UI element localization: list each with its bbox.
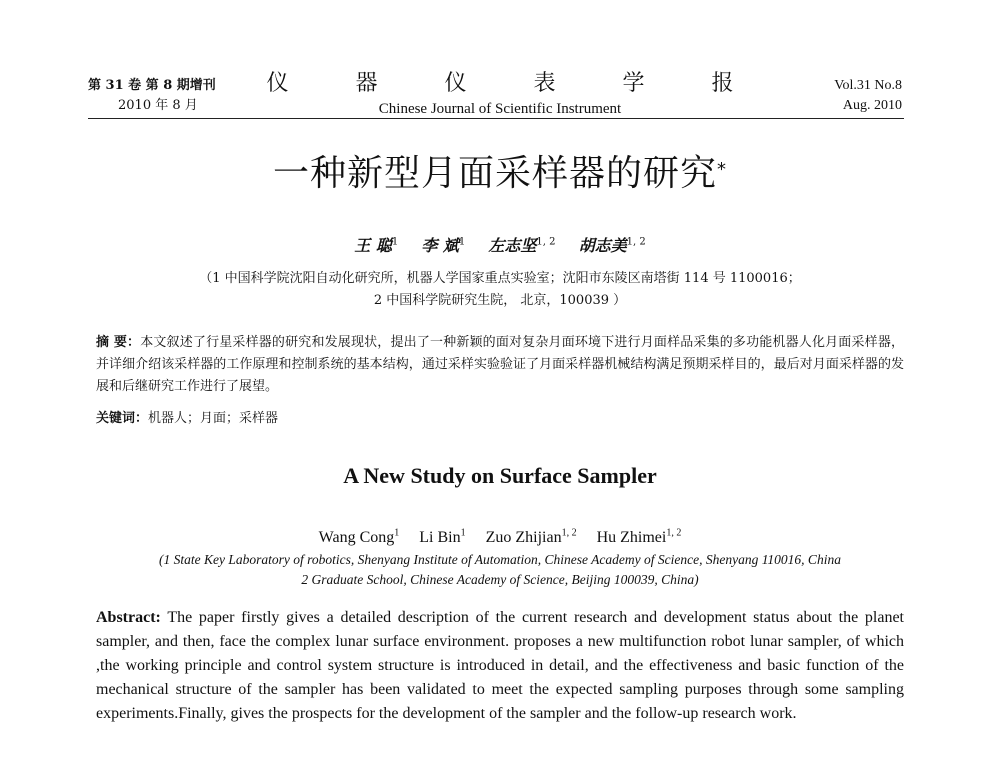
author-en: Zuo Zhijian$^{1, 2}$ [485,528,577,547]
paper-title-cn [0,152,1000,196]
date-cn: 2010 年 8 月 [118,98,198,113]
author-cn: 左志坚$^{1, 2}$ [488,236,556,256]
author-en: Hu Zhimei$^{1, 2}$ [596,528,682,547]
author-en: Wang Cong$^1$ [318,528,400,547]
volume-issue-en: Vol.31 No.8 [834,78,902,93]
affiliation-en-line: 2 Graduate School, Chinese Academy of Science, Beijing 100039, China) [301,572,699,587]
keywords-cn-text: 机器人；月面；采样器 [148,411,279,426]
journal-name-cn: 仪 器 仪 表 学 报 [266,71,764,96]
abstract-cn-label: 摘 要： [96,335,141,350]
affiliation-en [0,550,1000,590]
volume-issue-cn: 第 31 卷 第 8 期增刊 [88,78,216,93]
abstract-en [96,606,904,726]
date-en: Aug. 2010 [842,98,902,113]
affiliation-en-line: (1 State Key Laboratory of robotics, Shenyang Institute of Automation, Chinese Academy of Science, Shenyang 110016, China [159,552,841,567]
authors-cn [0,232,1000,257]
header-divider [88,118,904,119]
authors-en [0,523,1000,549]
affiliation-cn-line: （1 中国科学院沈阳自动化研究所，机器人学国家重点实验室；沈阳市东陵区南塔街 114 号 1100016； [199,271,801,286]
paper-title-cn-text: 一种新型月面采样器的研究 [272,153,717,194]
keywords-cn [96,408,278,430]
author-cn: 胡志美$^{1, 2}$ [578,236,646,256]
title-footnote-mark: * [717,159,727,180]
affiliation-cn [0,268,1000,312]
abstract-en-label: Abstract: [96,609,161,626]
abstract-cn-text: 本文叙述了行星采样器的研究和发展现状，提出了一种新颖的面对复杂月面环境下进行月面样品采集的多功能机器人化月面采样器，并详细介绍该采样器的工作原理和控制系统的基本结构，通过采样实验验证了月面采样器机械结构满足预期采样目的，最后对月面采样器的发展和后继研究工作进行了展望。 [96,335,904,394]
journal-issue-block [834,76,902,116]
abstract-cn [96,332,904,398]
paper-title-en: A New Study on Surface Sampler [343,463,657,488]
author-cn: 王 聪$^1$ [354,236,399,256]
author-cn: 李 斌$^1$ [421,236,466,256]
author-en: Li Bin$^1$ [419,528,466,547]
journal-name-en: Chinese Journal of Scientific Instrument [378,101,622,117]
affiliation-cn-line: 2 中国科学院研究生院， 北京，100039 ） [373,293,627,308]
keywords-cn-label: 关键词： [96,411,149,426]
abstract-en-text: The paper firstly gives a detailed description of the current research and development status about the planet sampler, and then, face the complex lunar surface environment. proposes a new multifunction robot lunar sampler, of which ,the working principle and control system structure is introduced in detail, and the effectiveness and basic function of the mechanical structure of the sampler has been validated to meet the expected sampling purposes through some sampling experiments.Finally, gives the prospects for the development of the sampler and the follow-up research work. [96,609,904,722]
